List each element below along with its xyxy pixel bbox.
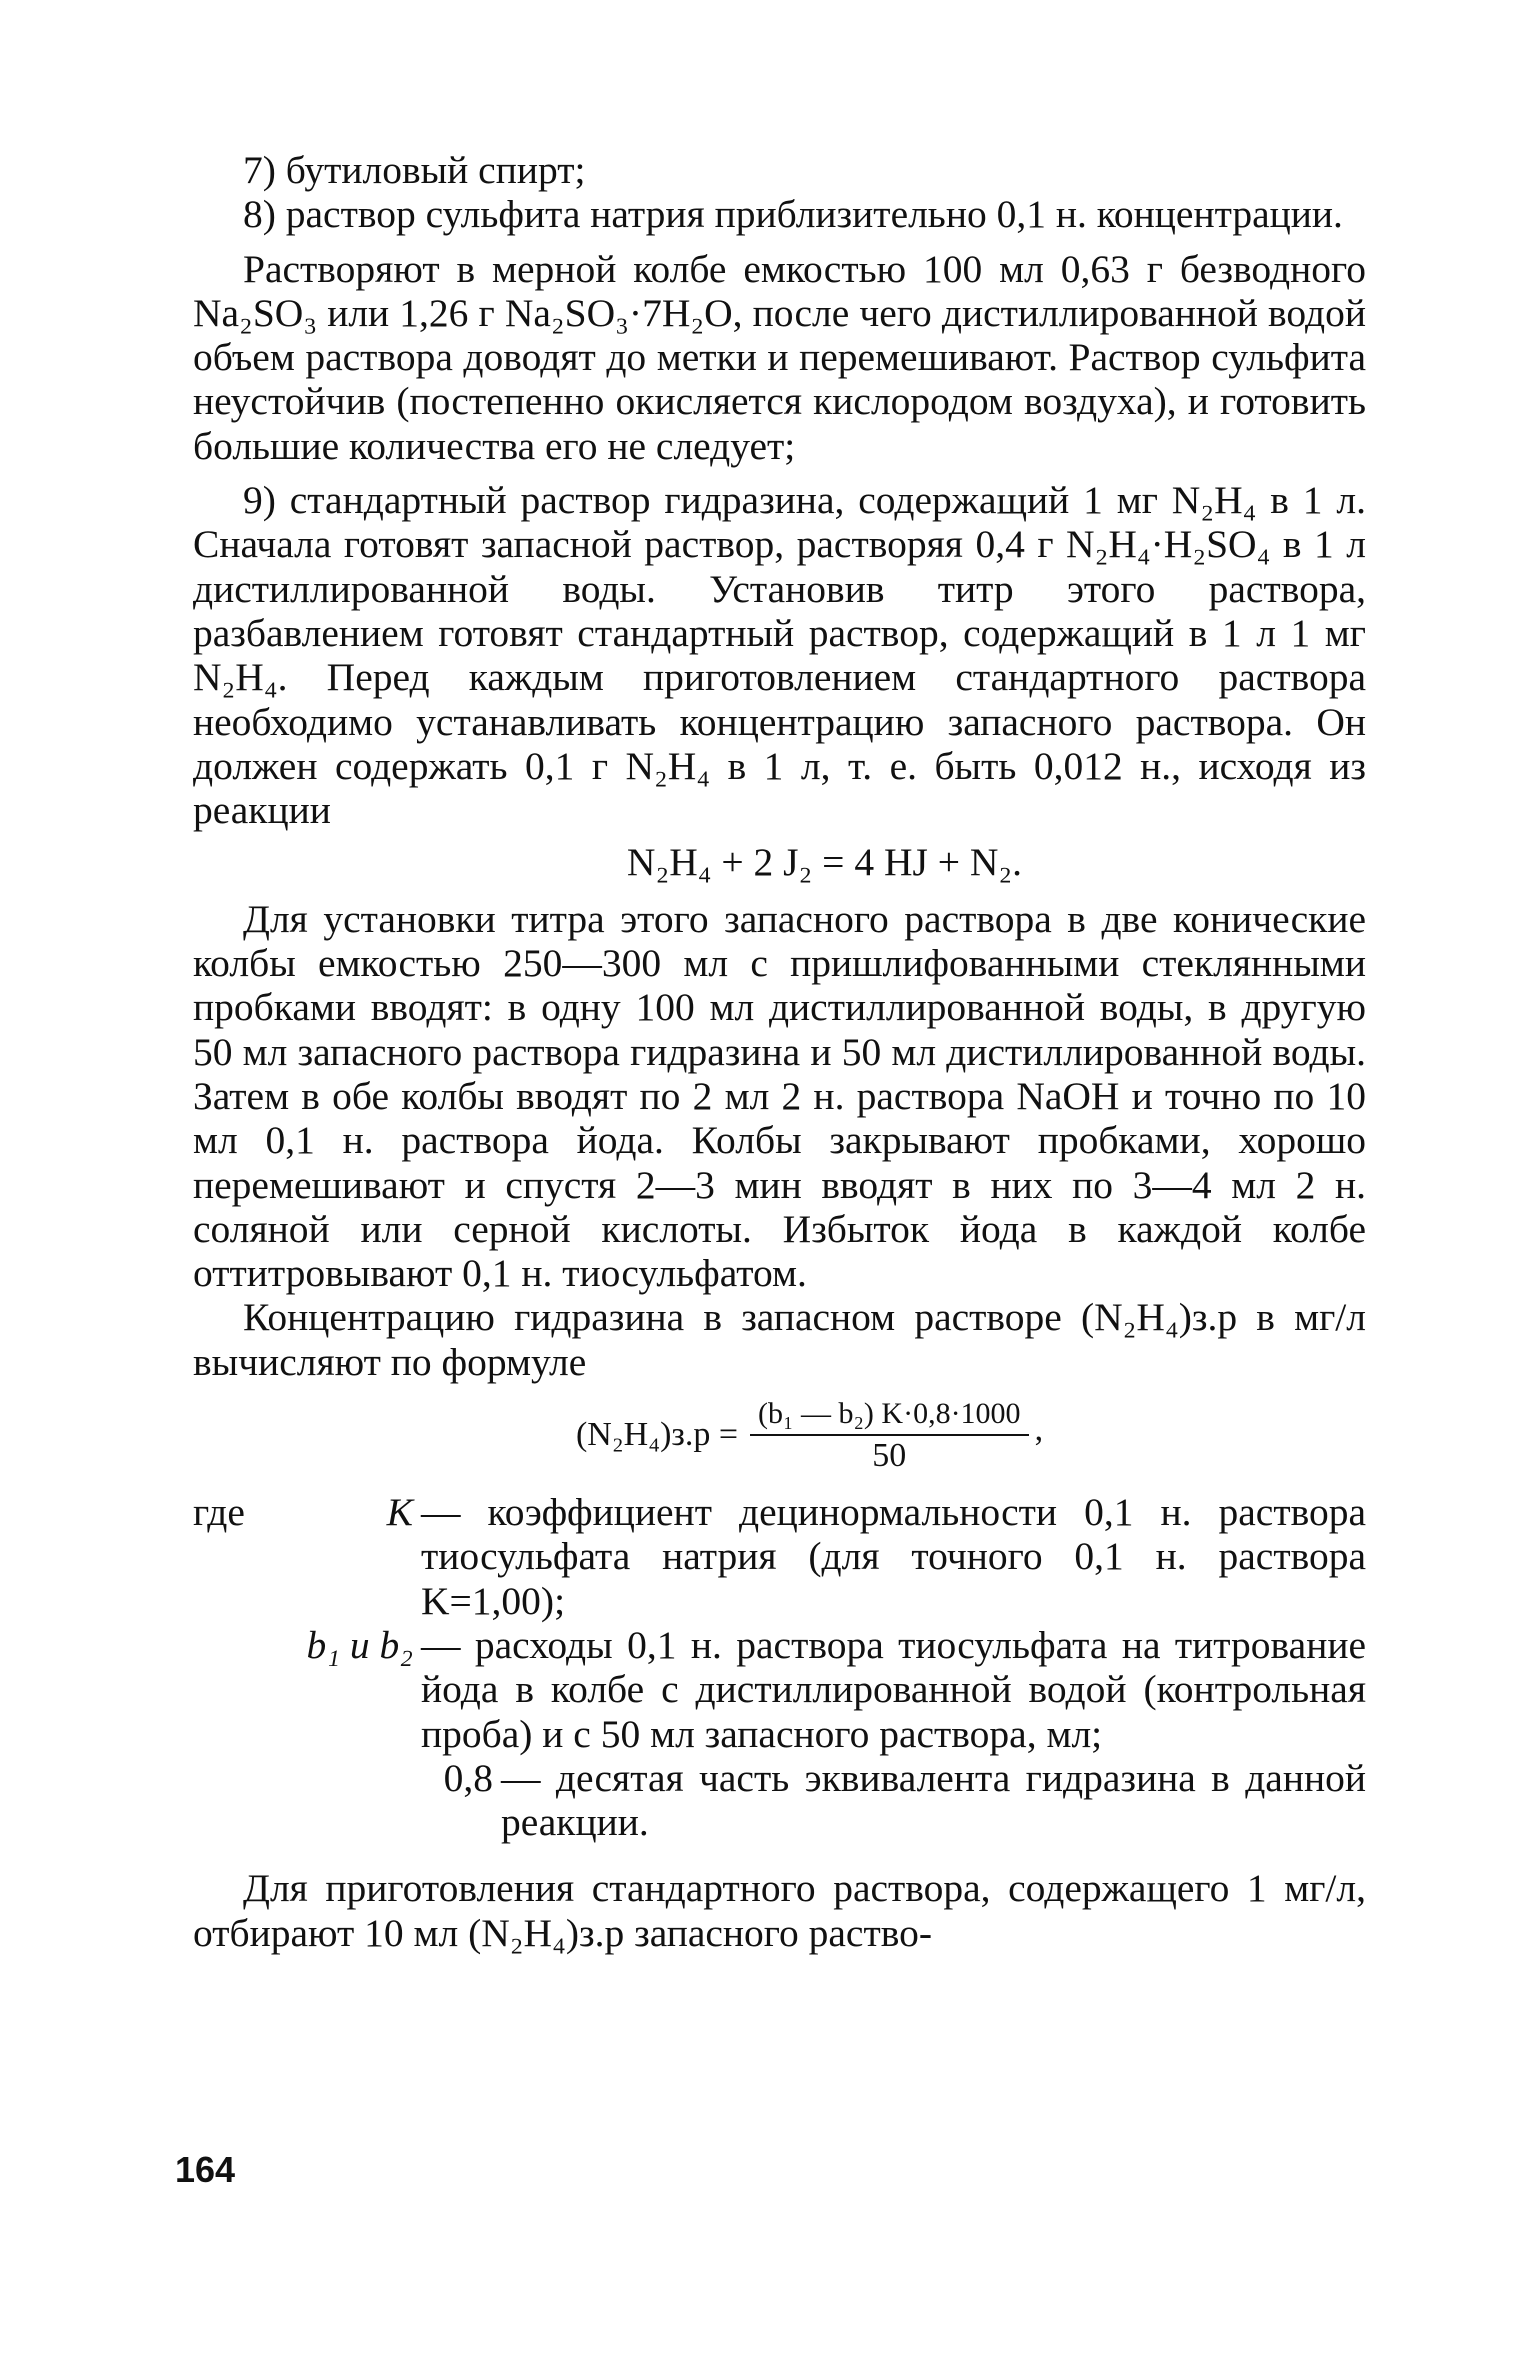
definition-term bbox=[193, 1756, 501, 1845]
definition-text: — коэффициент децинормальности 0,1 н. раствора тиосульфата натрия (для точного 0,1 н. раствора K=1,00); bbox=[421, 1490, 1366, 1623]
definition-symbol: K bbox=[386, 1490, 413, 1535]
formula-numerator: (b₁ — b₂) K·0,8·1000 bbox=[750, 1394, 1029, 1436]
formula-comma: , bbox=[1034, 1411, 1044, 1449]
definition-symbol: b₁ и b₂ bbox=[306, 1622, 413, 1667]
list-item-7: 7) бутиловый спирт; bbox=[243, 148, 586, 192]
definition-text: — расходы 0,1 н. раствора тиосульфата на титрование йода в колбе с дистиллированной водой (контрольная проба) и с 50 мл запасного раствора, мл; bbox=[421, 1622, 1366, 1756]
definition-k bbox=[193, 1490, 1366, 1623]
concentration-formula bbox=[253, 1394, 1366, 1476]
definition-prefix: где bbox=[193, 1490, 245, 1535]
list-item-9: 9) стандартный раствор гидразина, содержащий 1 мг N₂H₄ в 1 л. Сначала готовят запасной раствор, растворяя 0,4 г N₂H₄·H₂SO₄ в 1 л дистиллированной воды. Установив титр этого раствора, разбавлением готовят стандартный раствор, содержащий в 1 л 1 мг N₂H₄. Перед каждым приготовлением стандартного раствора необходимо устанавливать концентрацию запасного раствора. Он должен содержать 0,1 г N₂H₄ в 1 л, т. е. быть 0,012 н., исходя из реакции bbox=[193, 478, 1366, 833]
definition-symbol: 0,8 bbox=[443, 1755, 493, 1800]
list-item-8: 8) раствор сульфита натрия приблизительно 0,1 н. концентрации. bbox=[243, 192, 1343, 237]
paragraph-titer: Для установки титра этого запасного раствора в две конические колбы емкостью 250—300 мл с пришлифованными стеклянными пробками вводят: в одну 100 мл дистиллированной воды, в другую 50 мл запасного раствора гидразина и 50 мл дистиллированной воды. Затем в обе колбы вводят по 2 мл 2 н. раствора NaOH и точно по 10 мл 0,1 н. раствора йода. Колбы закрывают пробками, хорошо перемешивают и спустя 2—3 мин вводят в них по 3—4 мл 2 н. соляной или серной кислоты. Избыток йода в каждой колбе оттитровывают 0,1 н. тиосульфатом. bbox=[193, 896, 1366, 1296]
definition-text: — десятая часть эквивалента гидразина в данной реакции. bbox=[501, 1755, 1366, 1845]
definition-b1-b2 bbox=[193, 1623, 1366, 1756]
formula-denominator: 50 bbox=[872, 1437, 907, 1475]
formula-fraction bbox=[750, 1394, 1029, 1476]
paragraph-concentration: Концентрацию гидразина в запасном растворе (N₂H₄)з.р в мг/л вычисляют по формуле bbox=[193, 1295, 1366, 1384]
paragraph-standard-solution: Для приготовления стандартного раствора, содержащего 1 мг/л, отбирают 10 мл (N₂H₄)з.р запасного раство- bbox=[193, 1866, 1366, 1955]
definition-term bbox=[193, 1490, 421, 1623]
formula-lhs: (N₂H₄)з.р = bbox=[575, 1415, 739, 1453]
definition-term bbox=[193, 1623, 421, 1756]
reaction-equation: N₂H₄ + 2 J₂ = 4 HJ + N₂. bbox=[626, 840, 1023, 885]
definition-0-8 bbox=[193, 1756, 1366, 1845]
page-number: 164 bbox=[175, 2149, 236, 2190]
paragraph-sulfite: Растворяют в мерной колбе емкостью 100 мл 0,63 г безводного Na₂SO₃ или 1,26 г Na₂SO₃·7H₂O, после чего дистиллированной водой объем раствора доводят до метки и перемешивают. Раствор сульфита неустойчив (постепенно окисляется кислородом воздуха), и готовить большие количества его не следует; bbox=[193, 246, 1366, 468]
